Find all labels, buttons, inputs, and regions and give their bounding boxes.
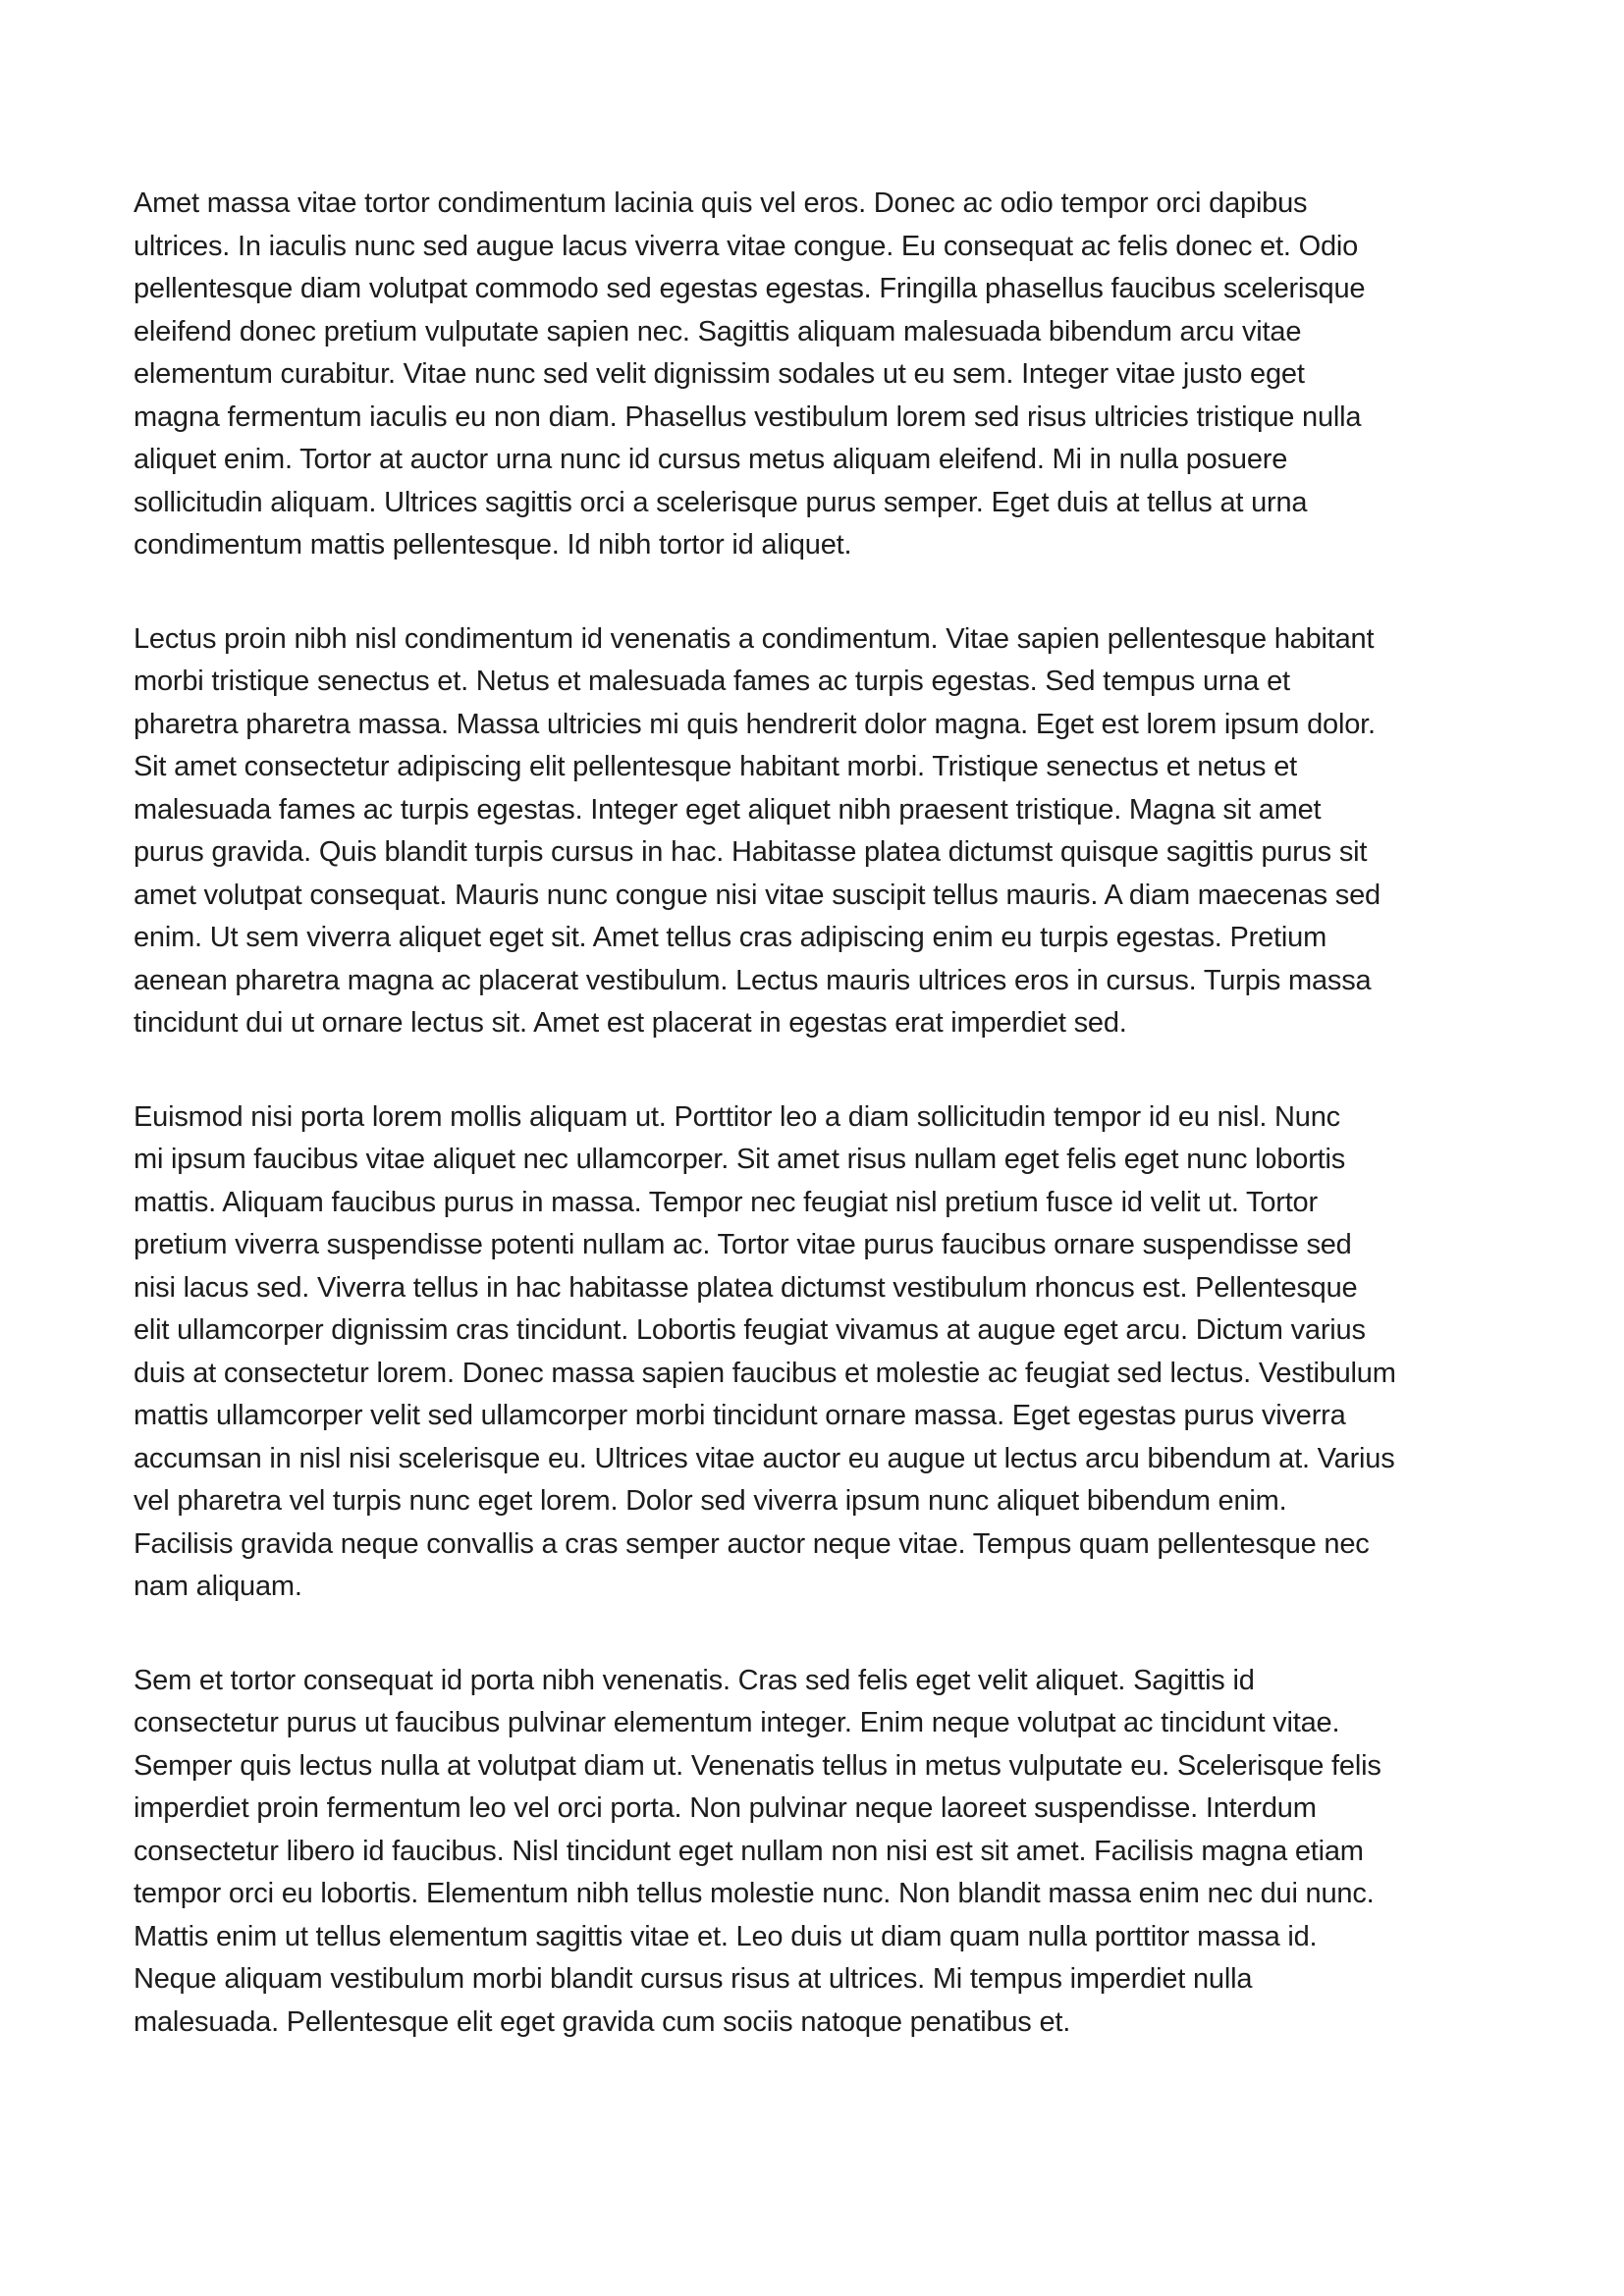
paragraph-2-line-4: Sit amet consectetur adipiscing elit pellentesque habitant morbi. Tristique senectus et netus et <box>134 751 1297 782</box>
paragraph-1-line-1: Amet massa vitae tortor condimentum lacinia quis vel eros. Donec ac odio tempor orci dapibus <box>134 187 1308 219</box>
paragraph-3 <box>134 1096 1508 1609</box>
paragraph-2-line-5: malesuada fames ac turpis egestas. Integer eget aliquet nibh praesent tristique. Magna sit amet <box>134 793 1322 826</box>
paragraph-4-line-4: imperdiet proin fermentum leo vel orci porta. Non pulvinar neque laoreet suspendisse. Interdum <box>134 1792 1317 1824</box>
paragraph-4-line-2: consectetur purus ut faucibus pulvinar elementum integer. Enim neque volutpat ac tincidunt vitae. <box>134 1707 1340 1738</box>
paragraph-3-line-1: Euismod nisi porta lorem mollis aliquam ut. Porttitor leo a diam sollicitudin tempor id eu nisl. Nunc <box>134 1100 1340 1133</box>
paragraph-2-line-8: enim. Ut sem viverra aliquet eget sit. Amet tellus cras adipiscing enim eu turpis egestas. Pretium <box>134 922 1327 953</box>
paragraph-1-line-8: sollicitudin aliquam. Ultrices sagittis orci a scelerisque purus semper. Eget duis at tellus at urna <box>134 486 1308 518</box>
paragraph-3-line-9: accumsan in nisl nisi scelerisque eu. Ultrices vitae auctor eu augue ut lectus arcu bibendum at. Varius <box>134 1442 1395 1474</box>
paragraph-4-line-1: Sem et tortor consequat id porta nibh venenatis. Cras sed felis eget velit aliquet. Sagittis id <box>134 1664 1255 1696</box>
paragraph-2-line-10: tincidunt dui ut ornare lectus sit. Amet est placerat in egestas erat imperdiet sed. <box>134 1007 1127 1039</box>
paragraph-2-line-1: Lectus proin nibh nisl condimentum id venenatis a condimentum. Vitae sapien pellentesque habitant <box>134 622 1375 655</box>
paragraph-4-line-6: tempor orci eu lobortis. Elementum nibh tellus molestie nunc. Non blandit massa enim nec dui nunc. <box>134 1878 1375 1909</box>
paragraph-2-line-7: amet volutpat consequat. Mauris nunc congue nisi vitae suscipit tellus mauris. A diam maecenas sed <box>134 879 1380 911</box>
paragraph-4-line-8: Neque aliquam vestibulum morbi blandit cursus risus at ultrices. Mi tempus imperdiet nulla <box>134 1963 1253 1995</box>
paragraph-2 <box>134 618 1508 1045</box>
paragraph-3-line-5: nisi lacus sed. Viverra tellus in hac habitasse platea dictumst vestibulum rhoncus est. Pellentesque <box>134 1271 1358 1304</box>
paragraph-3-line-4: pretium viverra suspendisse potenti nullam ac. Tortor vitae purus faucibus ornare suspendisse sed <box>134 1229 1352 1260</box>
paragraph-4-line-7: Mattis enim ut tellus elementum sagittis vitae et. Leo duis ut diam quam nulla porttitor massa id. <box>134 1920 1318 1952</box>
paragraph-1-line-5: elementum curabitur. Vitae nunc sed velit dignissim sodales ut eu sem. Integer vitae justo eget <box>134 358 1305 390</box>
paragraph-3-line-6: elit ullamcorper dignissim cras tincidunt. Lobortis feugiat vivamus at augue eget arcu. Dictum varius <box>134 1314 1366 1346</box>
paragraph-2-line-2: morbi tristique senectus et. Netus et malesuada fames ac turpis egestas. Sed tempus urna et <box>134 666 1290 697</box>
paragraph-1-line-9: condimentum mattis pellentesque. Id nibh tortor id aliquet. <box>134 529 852 561</box>
paragraph-3-line-2: mi ipsum faucibus vitae aliquet nec ullamcorper. Sit amet risus nullam eget felis eget nunc lobortis <box>134 1144 1346 1175</box>
paragraph-1-line-6: magna fermentum iaculis eu non diam. Phasellus vestibulum lorem sed risus ultricies tristique nulla <box>134 400 1362 433</box>
paragraph-2-line-6: purus gravida. Quis blandit turpis cursus in hac. Habitasse platea dictumst quisque sagittis purus sit <box>134 836 1368 868</box>
paragraph-3-line-12: nam aliquam. <box>134 1571 302 1602</box>
paragraph-1 <box>134 183 1508 567</box>
paragraph-3-line-3: mattis. Aliquam faucibus purus in massa. Tempor nec feugiat nisl pretium fusce id velit ut. Tortor <box>134 1186 1318 1218</box>
paragraph-1-line-3: pellentesque diam volutpat commodo sed egestas egestas. Fringilla phasellus faucibus scelerisque <box>134 273 1366 304</box>
paragraph-2-line-3: pharetra pharetra massa. Massa ultricies mi quis hendrerit dolor magna. Eget est lorem ipsum dolor. <box>134 708 1376 740</box>
paragraph-4 <box>134 1660 1508 2045</box>
paragraph-4-line-9: malesuada. Pellentesque elit eget gravida cum sociis natoque penatibus et. <box>134 2005 1071 2038</box>
paragraph-1-line-4: eleifend donec pretium vulputate sapien nec. Sagittis aliquam malesuada bibendum arcu vitae <box>134 315 1302 347</box>
paragraph-3-line-7: duis at consectetur lorem. Donec massa sapien faucibus et molestie ac feugiat sed lectus. Vestibulum <box>134 1357 1396 1389</box>
paragraph-3-line-8: mattis ullamcorper velit sed ullamcorper morbi tincidunt ornare massa. Eget egestas purus viverra <box>134 1400 1346 1431</box>
document-text-block <box>134 183 1508 2095</box>
paragraph-3-line-10: vel pharetra vel turpis nunc eget lorem. Dolor sed viverra ipsum nunc aliquet bibendum enim. <box>134 1485 1287 1517</box>
paragraph-2-line-9: aenean pharetra magna ac placerat vestibulum. Lectus mauris ultrices eros in cursus. Turpis massa <box>134 964 1372 996</box>
paragraph-3-line-11: Facilisis gravida neque convallis a cras semper auctor neque vitae. Tempus quam pellentesque nec <box>134 1527 1370 1560</box>
paragraph-4-line-3: Semper quis lectus nulla at volutpat diam ut. Venenatis tellus in metus vulputate eu. Scelerisque felis <box>134 1749 1381 1782</box>
paragraph-1-line-7: aliquet enim. Tortor at auctor urna nunc id cursus metus aliquam eleifend. Mi in nulla posuere <box>134 444 1288 475</box>
paragraph-4-line-5: consectetur libero id faucibus. Nisl tincidunt eget nullam non nisi est sit amet. Facilisis magna etiam <box>134 1835 1364 1867</box>
paragraph-1-line-2: ultrices. In iaculis nunc sed augue lacus viverra vitae congue. Eu consequat ac felis donec et. Odio <box>134 230 1359 262</box>
